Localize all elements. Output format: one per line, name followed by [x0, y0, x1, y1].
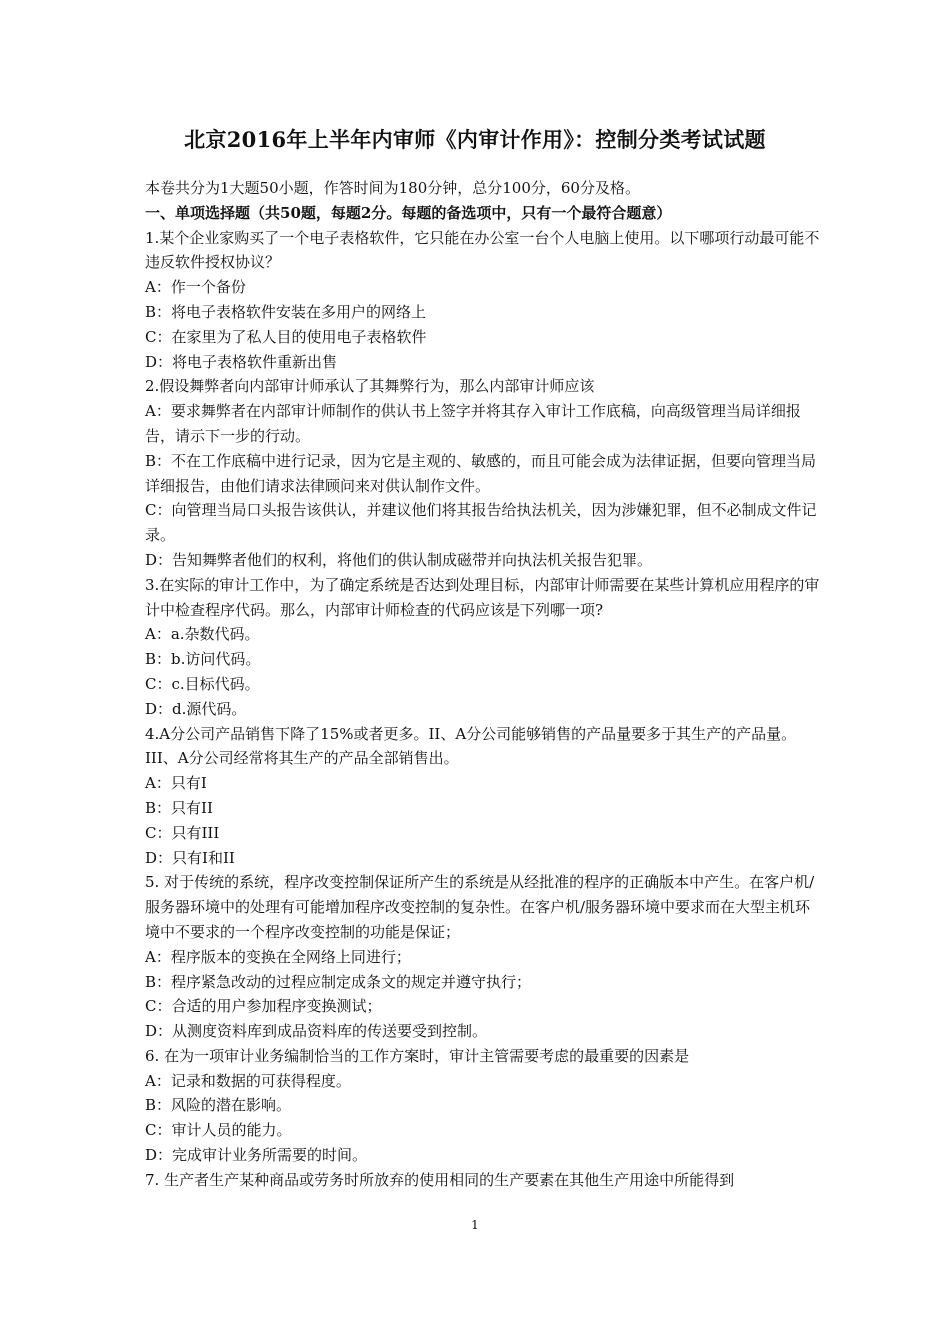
answer-option: C：c.目标代码。 — [145, 674, 260, 693]
answer-option: D：只有I和II — [145, 848, 235, 867]
document-title: 北京2016年上半年内审师《内审计作用》：控制分类考试试题 — [184, 127, 766, 152]
answer-option: B：将电子表格软件安装在多用户的网络上 — [145, 302, 427, 321]
answer-option: D：告知舞弊者他们的权利，将他们的供认制成磁带并向执法机关报告犯罪。 — [145, 550, 653, 569]
exam-intro: 本卷共分为1大题50小题，作答时间为180分钟，总分100分，60分及格。 — [145, 179, 640, 197]
answer-option: C：只有III — [145, 823, 220, 842]
section-heading: 一、单项选择题（共50题，每题2分。每题的备选项中，只有一个最符合题意） — [145, 203, 672, 222]
answer-option: C：合适的用户参加程序变换测试； — [145, 997, 382, 1016]
answer-option: C：审计人员的能力。 — [145, 1121, 292, 1140]
question-stem: 7. 生产者生产某种商品或劳务时所放弃的使用相同的生产要素在其他生产用途中所能得到 — [145, 1170, 735, 1189]
question-stem: 4.A分公司产品销售下降了15%或者更多。II、A分公司能够销售的产品量要多于其生产的产品量。III、A分公司经常将其生产的产品全部销售出。 — [145, 724, 797, 768]
answer-option: C：向管理当局口头报告该供认，并建议他们将其报告给执法机关，因为涉嫌犯罪，但不必制成文件记录。 — [145, 501, 817, 545]
answer-option: C：在家里为了私人目的使用电子表格软件 — [145, 327, 427, 346]
answer-option: A：记录和数据的可获得程度。 — [145, 1071, 351, 1090]
question-stem: 5. 对于传统的系统，程序改变控制保证所产生的系统是从经批准的程序的正确版本中产生。在客户机/服务器环境中的处理有可能增加程序改变控制的复杂性。在客户机/服务器环境中要求而在大型主机环境中不要求的一个程序改变控制的功能是保证； — [145, 873, 815, 941]
question-stem: 2.假设舞弊者向内部审计师承认了其舞弊行为，那么内部审计师应该 — [145, 377, 595, 396]
question-list — [145, 226, 825, 1193]
document-body — [145, 176, 825, 1193]
answer-option: D：完成审计业务所需要的时间。 — [145, 1146, 368, 1165]
answer-option: D：d.源代码。 — [145, 699, 247, 718]
page-number: 1 — [471, 1218, 479, 1232]
answer-option: A：作一个备份 — [145, 278, 246, 297]
answer-option: D：从测度资料库到成品资料库的传送要受到控制。 — [145, 1022, 488, 1041]
answer-option: B：不在工作底稿中进行记录，因为它是主观的、敏感的，而且可能会成为法律证据，但要向管理当局详细报告，由他们请求法律顾问来对供认制作文件。 — [145, 451, 817, 495]
answer-option: B：只有II — [145, 798, 213, 817]
answer-option: B：b.访问代码。 — [145, 650, 261, 669]
answer-option: A：要求舞弊者在内部审计师制作的供认书上签字并将其存入审计工作底稿，向高级管理当局详细报告，请示下一步的行动。 — [145, 402, 801, 445]
question-stem: 6. 在为一项审计业务编制恰当的工作方案时，审计主管需要考虑的最重要的因素是 — [145, 1046, 690, 1065]
answer-option: B：风险的潜在影响。 — [145, 1096, 292, 1115]
answer-option: D：将电子表格软件重新出售 — [145, 352, 338, 371]
question-stem: 1.某个企业家购买了一个电子表格软件，它只能在办公室一台个人电脑上使用。以下哪项行动最可能不违反软件授权协议？ — [145, 228, 820, 272]
answer-option: B：程序紧急改动的过程应制定成条文的规定并遵守执行； — [145, 972, 532, 991]
answer-option: A：程序版本的变换在全网络上同进行； — [145, 947, 411, 966]
answer-option: A：a.杂数代码。 — [145, 625, 260, 644]
question-stem: 3.在实际的审计工作中，为了确定系统是否达到处理目标，内部审计师需要在某些计算机应用程序的审计中检查程序代码。那么，内部审计师检查的代码应该是下列哪一项? — [145, 575, 820, 619]
answer-option: A：只有I — [145, 774, 207, 793]
